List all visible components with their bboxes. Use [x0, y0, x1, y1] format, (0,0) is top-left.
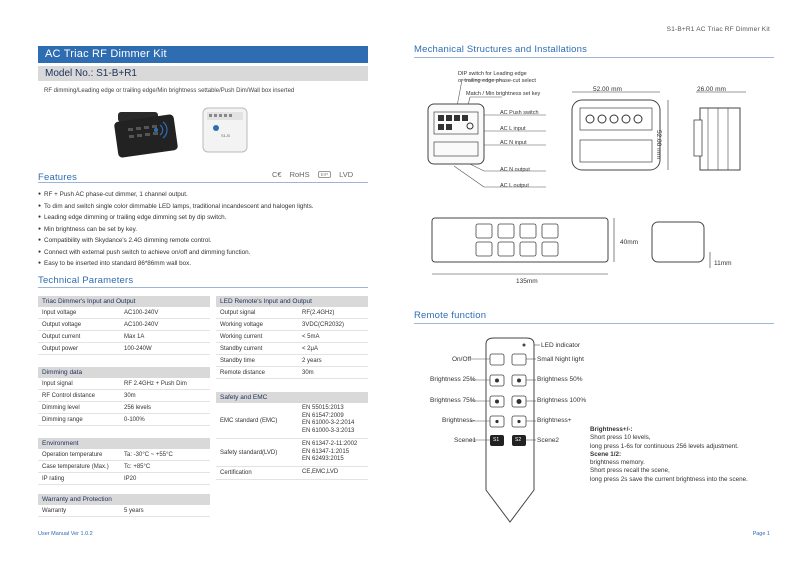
feature-item: ● Easy to be inserted into standard 86*86mm wall box.	[38, 258, 368, 270]
module-front-view	[428, 104, 484, 164]
table-row: Remote distance 30m	[216, 367, 368, 379]
table-row: Dimming range 0-100%	[38, 414, 210, 426]
remote-thickness-dimension: 11mm	[714, 260, 732, 267]
environment-table	[38, 438, 210, 485]
scene1-key: S1	[493, 437, 500, 443]
on-off-label: On/Off	[452, 356, 472, 363]
min-brightness-key-label: Match / Min brightness set key	[466, 91, 541, 97]
table-row: IP rating IP20	[38, 473, 210, 485]
table-row: Standby current < 2μA	[216, 343, 368, 355]
scene1-label: Scene1	[454, 437, 477, 444]
table-row: RF Control distance 30m	[38, 390, 210, 402]
brightness-50-label: Brightness 50%	[537, 376, 583, 383]
table-row: Input voltage AC100-240V	[38, 307, 210, 319]
brightness-note-title: Brightness+/-:	[590, 426, 633, 433]
height-dimension: 52.00 mm	[655, 130, 662, 159]
feature-item: ● RF + Push AC phase-cut dimmer, 1 channel output.	[38, 189, 368, 201]
brightness-minus-label: Brightness-	[442, 417, 475, 424]
dimmer-module-image	[203, 108, 247, 152]
table-header: Safety and EMC	[216, 392, 368, 403]
features-title: Features	[38, 172, 78, 183]
table-row: Output voltage AC100-240V	[38, 319, 210, 331]
table-row: Input signal RF 2.4GHz + Push Dim	[38, 378, 210, 390]
triac-io-table	[38, 296, 210, 355]
dip-switch-label: DIP switch for Leading edge or trailing edge phase-cut select	[458, 71, 536, 84]
table-row: Operation temperature Ta: -30°C ~ +55°C	[38, 449, 210, 461]
table-header: Warranty and Protection	[38, 494, 210, 505]
brightness-75-label: Brightness 75%	[430, 397, 476, 404]
mechanical-title: Mechanical Structures and Installations	[414, 44, 588, 55]
product-image	[108, 104, 338, 158]
brightness-plus-label: Brightness+	[537, 417, 572, 424]
feature-item: ● Leading edge dimming or trailing edge dimming set by dip switch.	[38, 212, 368, 224]
product-subtitle: RF dimming/Leading edge or trailing edge/Min brightness settable/Push Dim/Wall box inserted	[44, 88, 295, 94]
table-header: Environment	[38, 438, 210, 449]
remote-image	[114, 112, 178, 158]
certification-marks	[272, 170, 353, 179]
scene2-key: S2	[515, 437, 522, 443]
technical-parameters-title: Technical Parameters	[38, 275, 134, 286]
table-row: Output current Max 1A	[38, 331, 210, 343]
table-row: Working voltage 3VDC(CR2032)	[216, 319, 368, 331]
table-row: Working current < 5mA	[216, 331, 368, 343]
ac-l-input-label: AC L input	[500, 126, 526, 132]
ac-n-input-label: AC N input	[500, 140, 527, 146]
mechanical-drawing	[414, 62, 786, 290]
remote-io-table	[216, 296, 368, 379]
feature-item: ● Compatibility with Skydance's 2.4G dimming remote control.	[38, 235, 368, 247]
feature-item: ● To dim and switch single color dimmable LED lamps, traditional incandescent and halogen lights.	[38, 201, 368, 213]
ac-n-output-label: AC N output	[500, 167, 530, 173]
product-title-banner: AC Triac RF Dimmer Kit	[38, 46, 368, 63]
table-row: Case temperature (Max.) Tc: +85°C	[38, 461, 210, 473]
ac-l-output-label: AC L output	[500, 183, 529, 189]
rohs-mark: RoHS	[289, 170, 310, 179]
note-line: Short press 10 levels,	[590, 434, 651, 442]
remote-notes	[590, 426, 748, 484]
led-indicator-label: LED indicator	[541, 342, 581, 349]
svg-text:S1-B: S1-B	[221, 133, 230, 138]
depth-dimension: 26.00 mm	[697, 86, 726, 93]
mechanical-divider	[414, 57, 774, 58]
brightness-100-label: Brightness 100%	[537, 397, 587, 404]
remote-width-dimension: 40mm	[620, 239, 639, 246]
module-dimension-view	[572, 92, 668, 170]
manual-version: User Manual Ver 1.0.2	[38, 531, 93, 537]
document-code: S1-B+R1 AC Triac RF Dimmer Kit	[666, 26, 770, 33]
lvd-mark: LVD	[339, 170, 354, 179]
table-header: Triac Dimmer's Input and Output	[38, 296, 210, 307]
ce-mark: C€	[272, 170, 282, 179]
model-number: Model No.: S1-B+R1	[38, 66, 368, 81]
ac-push-switch-label: AC Push switch	[500, 110, 539, 116]
feature-item: ● Min brightness can be set by key.	[38, 224, 368, 236]
page-number: Page 1	[752, 531, 770, 537]
table-header: Dimming data	[38, 367, 210, 378]
feature-item: ● Connect with external push switch to achieve on/off and dimming function.	[38, 247, 368, 259]
width-dimension: 52.00 mm	[593, 86, 622, 93]
table-row: Standby time 2 years	[216, 355, 368, 367]
scene2-label: Scene2	[537, 437, 560, 444]
safety-emc-table	[216, 392, 368, 480]
table-row: Warranty 5 years	[38, 505, 210, 517]
remote-divider	[414, 323, 774, 324]
note-line: Short press recall the scene,	[590, 467, 670, 475]
features-list	[38, 189, 368, 270]
erp-mark: ErP	[318, 171, 332, 178]
note-line: long press 1-6s for continuous 256 levels adjustment.	[590, 442, 739, 450]
table-row: Dimming level 256 levels	[38, 402, 210, 414]
remote-top-view	[432, 218, 614, 274]
table-header: LED Remote's Input and Output	[216, 296, 368, 307]
note-line: long press 2s save the current brightness into the scene.	[590, 475, 748, 483]
table-row: EMC standard (EMC) EN 55015:2013 EN 61547:2009 EN 61000-3-2:2014 EN 61000-3-3:2013	[216, 403, 368, 439]
remote-function-title: Remote function	[414, 310, 487, 321]
table-row: Safety standard(LVD) EN 61347-2-11:2002 EN 61347-1:2015 EN 62493:2015	[216, 439, 368, 467]
table-row: Certification CE,EMC,LVD	[216, 467, 368, 480]
remote-diagram	[470, 334, 560, 534]
scene-note-title: Scene 1/2:	[590, 450, 622, 458]
features-divider	[38, 182, 368, 183]
table-row: Output power 100-240W	[38, 343, 210, 355]
night-light-label: Small Night light	[537, 356, 584, 363]
module-side-view	[694, 92, 746, 170]
brightness-25-label: Brightness 25%	[430, 376, 476, 383]
technical-divider	[38, 287, 368, 288]
warranty-table	[38, 494, 210, 517]
table-row: Output signal RF(2.4GHz)	[216, 307, 368, 319]
remote-length-dimension: 135mm	[516, 278, 538, 285]
dimming-data-table	[38, 367, 210, 426]
remote-side-view	[652, 222, 710, 268]
note-line: brightness memory.	[590, 459, 645, 467]
